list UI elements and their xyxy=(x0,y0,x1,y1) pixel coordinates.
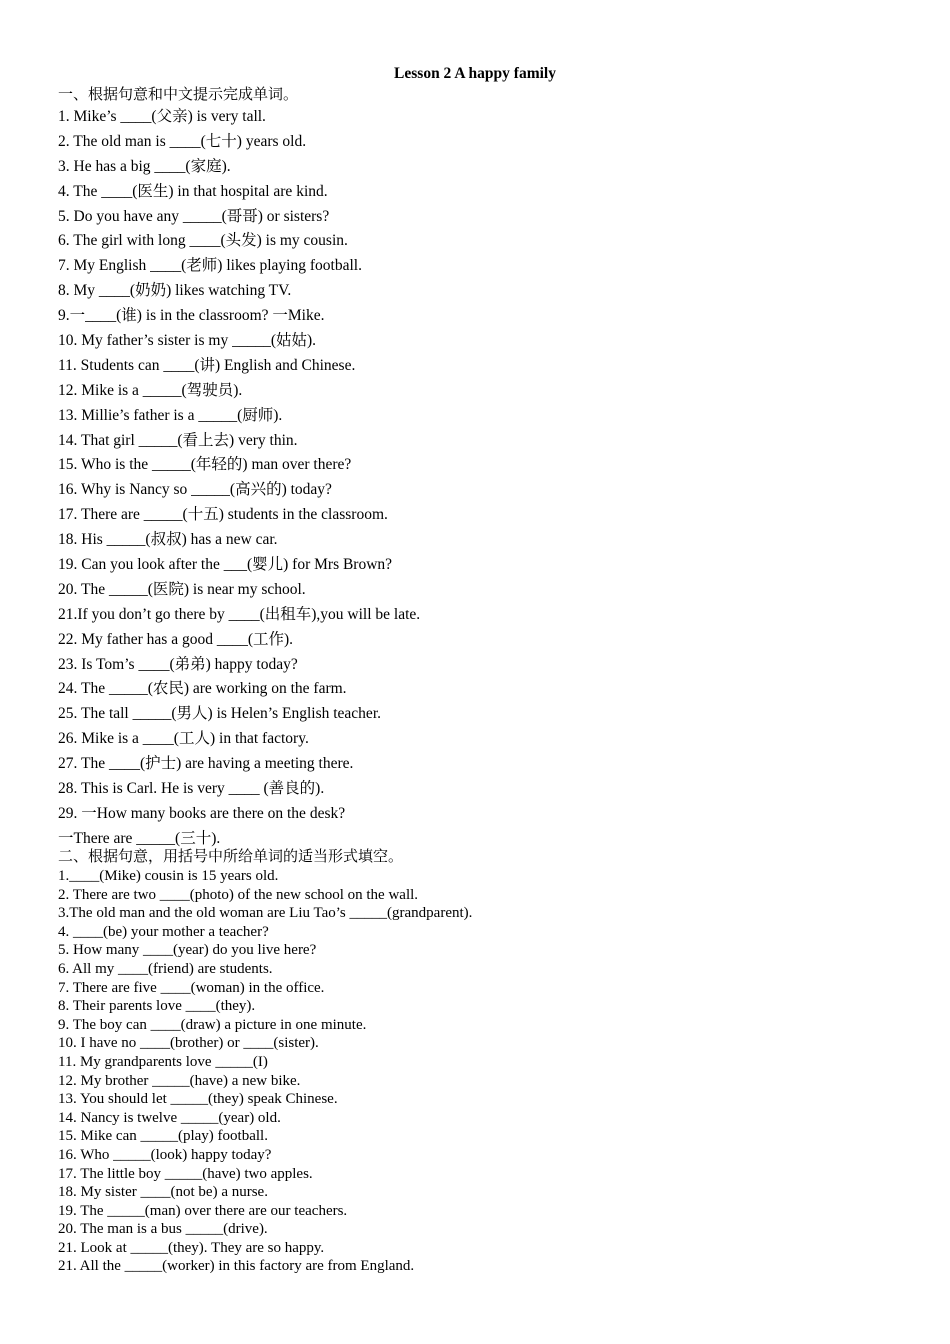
exercise-item: 16. Why is Nancy so _____(高兴的) today? xyxy=(58,481,332,499)
exercise-item: 4. The ____(医生) in that hospital are kind. xyxy=(58,182,328,200)
section-one-heading: 一、根据句意和中文提示完成单词。 xyxy=(58,87,299,103)
exercise-item: 17. There are _____(十五) students in the classroom. xyxy=(58,506,388,524)
exercise-item: 11. My grandparents love _____(I) xyxy=(58,1053,268,1070)
exercise-item: 1. Mike’s ____(父亲) is very tall. xyxy=(58,108,266,125)
exercise-item: 27. The ____(护士) are having a meeting there. xyxy=(58,755,354,773)
exercise-item: 14. Nancy is twelve _____(year) old. xyxy=(58,1109,281,1126)
exercise-item: 28. This is Carl. He is very ____ (善良的). xyxy=(58,780,325,798)
exercise-item: 6. The girl with long ____(头发) is my cousin. xyxy=(58,232,348,250)
exercise-item: 12. Mike is a _____(驾驶员). xyxy=(58,381,243,399)
exercise-item: 15. Mike can _____(play) football. xyxy=(58,1128,268,1145)
exercise-item: 9. The boy can ____(draw) a picture in one minute. xyxy=(58,1016,367,1033)
exercise-item: 19. The _____(man) over there are our teachers. xyxy=(58,1202,348,1219)
exercise-item: 20. The man is a bus _____(drive). xyxy=(58,1221,268,1238)
exercise-item: 20. The _____(医院) is near my school. xyxy=(58,580,306,598)
section-one xyxy=(58,85,918,852)
section-one-items xyxy=(58,105,918,852)
exercise-item: 18. My sister ____(not be) a nurse. xyxy=(58,1184,268,1201)
exercise-item: 13. You should let _____(they) speak Chinese. xyxy=(58,1091,338,1108)
exercise-item: 15. Who is the _____(年轻的) man over there? xyxy=(58,456,352,474)
exercise-item: 3.The old man and the old woman are Liu Tao’s _____(grandparent). xyxy=(58,905,473,922)
exercise-item: 24. The _____(农民) are working on the farm. xyxy=(58,680,347,698)
exercise-item: 2. There are two ____(photo) of the new school on the wall. xyxy=(58,886,419,903)
page-title: Lesson 2 A happy family xyxy=(394,65,556,82)
exercise-item: 3. He has a big ____(家庭). xyxy=(58,157,231,175)
exercise-item: 8. Their parents love ____(they). xyxy=(58,998,256,1015)
exercise-item: 10. My father’s sister is my _____(姑姑). xyxy=(58,332,317,350)
exercise-item: 19. Can you look after the ___(婴儿) for Mrs Brown? xyxy=(58,556,393,574)
exercise-item: 16. Who _____(look) happy today? xyxy=(58,1146,272,1163)
exercise-item: 29. 一How many books are there on the desk? xyxy=(58,804,346,822)
section-two xyxy=(58,848,918,1276)
exercise-item: 17. The little boy _____(have) two apples. xyxy=(58,1165,313,1182)
exercise-item: 21. Look at _____(they). They are so happy. xyxy=(58,1239,325,1256)
exercise-item: 12. My brother _____(have) a new bike. xyxy=(58,1072,301,1089)
exercise-item: 9.一____(谁) is in the classroom? 一Mike. xyxy=(58,307,325,325)
exercise-item: 13. Millie’s father is a _____(厨师). xyxy=(58,406,283,424)
exercise-item: 10. I have no ____(brother) or ____(sister). xyxy=(58,1035,319,1052)
exercise-item: 18. His _____(叔叔) has a new car. xyxy=(58,531,278,549)
exercise-item: 1.____(Mike) cousin is 15 years old. xyxy=(58,868,279,884)
exercise-item: 21. All the _____(worker) in this factory are from England. xyxy=(58,1258,415,1275)
exercise-item: 14. That girl _____(看上去) very thin. xyxy=(58,431,298,449)
exercise-item: 6. All my ____(friend) are students. xyxy=(58,960,273,977)
exercise-item: 25. The tall _____(男人) is Helen’s English teacher. xyxy=(58,705,381,723)
exercise-item: 26. Mike is a ____(工人) in that factory. xyxy=(58,730,309,748)
section-two-items xyxy=(58,867,918,1276)
section-two-heading: 二、根据句意，用括号中所给单词的适当形式填空。 xyxy=(58,849,404,865)
exercise-item: 2. The old man is ____(七十) years old. xyxy=(58,132,307,150)
exercise-item: 5. Do you have any _____(哥哥) or sisters? xyxy=(58,207,330,225)
exercise-item: 22. My father has a good ____(工作). xyxy=(58,630,294,648)
exercise-item: 23. Is Tom’s ____(弟弟) happy today? xyxy=(58,655,298,673)
exercise-item: 7. There are five ____(woman) in the office. xyxy=(58,979,325,996)
exercise-item: 21.If you don’t go there by ____(出租车),you will be late. xyxy=(58,605,421,623)
exercise-item: 8. My ____(奶奶) likes watching TV. xyxy=(58,282,292,300)
exercise-item: 一There are _____(三十). xyxy=(58,829,221,847)
exercise-item: 5. How many ____(year) do you live here? xyxy=(58,942,317,959)
exercise-item: 7. My English ____(老师) likes playing football. xyxy=(58,257,362,275)
exercise-item: 4. ____(be) your mother a teacher? xyxy=(58,923,269,940)
exercise-item: 11. Students can ____(讲) English and Chinese. xyxy=(58,356,356,374)
